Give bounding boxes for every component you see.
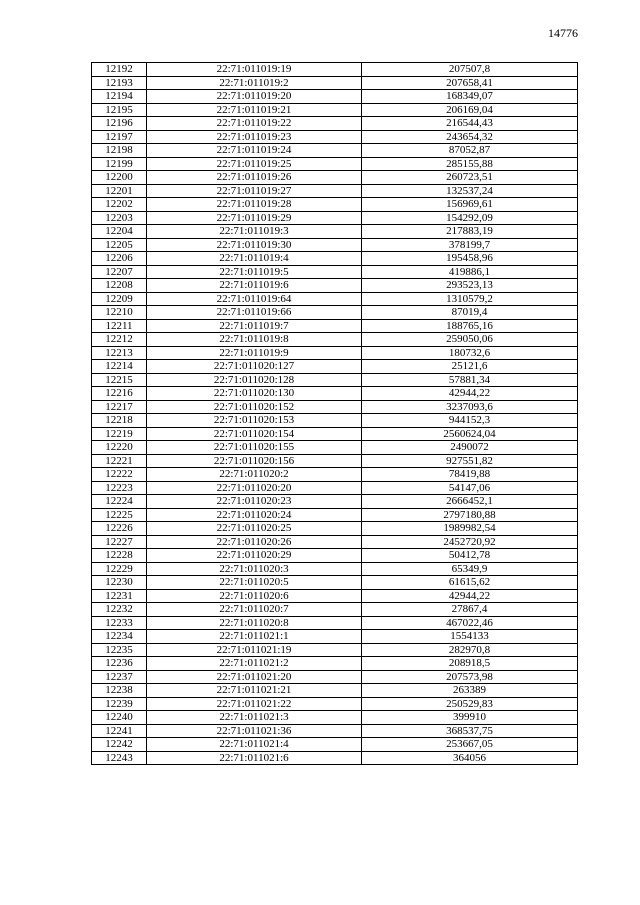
- value-cell: 3237093,6: [362, 400, 578, 414]
- row-number-cell: 12193: [92, 76, 147, 90]
- value-cell: 419886,1: [362, 265, 578, 279]
- value-cell: 168349,07: [362, 90, 578, 104]
- row-number-cell: 12228: [92, 549, 147, 563]
- value-cell: 216544,43: [362, 117, 578, 131]
- page-number: 14776: [548, 26, 578, 40]
- cadastral-number-cell: 22:71:011021:3: [147, 711, 362, 725]
- table-row: [92, 103, 578, 117]
- cadastral-number-cell: 22:71:011020:3: [147, 562, 362, 576]
- cadastral-number-cell: 22:71:011020:130: [147, 387, 362, 401]
- value-cell: 364056: [362, 751, 578, 765]
- value-cell: 87019,4: [362, 306, 578, 320]
- table-row: [92, 549, 578, 563]
- table-row: [92, 306, 578, 320]
- row-number-cell: 12227: [92, 535, 147, 549]
- row-number-cell: 12203: [92, 211, 147, 225]
- table-row: [92, 171, 578, 185]
- value-cell: 156969,61: [362, 198, 578, 212]
- table-row: [92, 481, 578, 495]
- cadastral-number-cell: 22:71:011021:22: [147, 697, 362, 711]
- table-row: [92, 319, 578, 333]
- value-cell: 253667,05: [362, 738, 578, 752]
- cadastral-number-cell: 22:71:011020:23: [147, 495, 362, 509]
- value-cell: 368537,75: [362, 724, 578, 738]
- table-row: [92, 657, 578, 671]
- value-cell: 25121,6: [362, 360, 578, 374]
- cadastral-number-cell: 22:71:011019:24: [147, 144, 362, 158]
- value-cell: 206169,04: [362, 103, 578, 117]
- cadastral-number-cell: 22:71:011020:127: [147, 360, 362, 374]
- cadastral-number-cell: 22:71:011019:8: [147, 333, 362, 347]
- table-row: [92, 63, 578, 77]
- row-number-cell: 12241: [92, 724, 147, 738]
- value-cell: 42944,22: [362, 589, 578, 603]
- value-cell: 61615,62: [362, 576, 578, 590]
- row-number-cell: 12213: [92, 346, 147, 360]
- cadastral-number-cell: 22:71:011019:21: [147, 103, 362, 117]
- row-number-cell: 12216: [92, 387, 147, 401]
- row-number-cell: 12202: [92, 198, 147, 212]
- table-row: [92, 495, 578, 509]
- table-row: [92, 427, 578, 441]
- table-row: [92, 562, 578, 576]
- cadastral-number-cell: 22:71:011019:22: [147, 117, 362, 131]
- cadastral-number-cell: 22:71:011020:2: [147, 468, 362, 482]
- cadastral-number-cell: 22:71:011020:29: [147, 549, 362, 563]
- value-cell: 154292,09: [362, 211, 578, 225]
- row-number-cell: 12224: [92, 495, 147, 509]
- table-row: [92, 751, 578, 765]
- cadastral-number-cell: 22:71:011021:21: [147, 684, 362, 698]
- cadastral-number-cell: 22:71:011019:5: [147, 265, 362, 279]
- value-cell: 2560624,04: [362, 427, 578, 441]
- table-row: [92, 522, 578, 536]
- value-cell: 2666452,1: [362, 495, 578, 509]
- value-cell: 42944,22: [362, 387, 578, 401]
- row-number-cell: 12208: [92, 279, 147, 293]
- value-cell: 259050,06: [362, 333, 578, 347]
- table-row: [92, 252, 578, 266]
- table-row: [92, 157, 578, 171]
- cadastral-number-cell: 22:71:011020:5: [147, 576, 362, 590]
- value-cell: 282970,8: [362, 643, 578, 657]
- table-row: [92, 630, 578, 644]
- cadastral-number-cell: 22:71:011019:7: [147, 319, 362, 333]
- value-cell: 207507,8: [362, 63, 578, 77]
- row-number-cell: 12207: [92, 265, 147, 279]
- value-cell: 1554133: [362, 630, 578, 644]
- cadastral-number-cell: 22:71:011021:36: [147, 724, 362, 738]
- value-cell: 285155,88: [362, 157, 578, 171]
- cadastral-number-cell: 22:71:011019:29: [147, 211, 362, 225]
- value-cell: 208918,5: [362, 657, 578, 671]
- value-cell: 399910: [362, 711, 578, 725]
- row-number-cell: 12233: [92, 616, 147, 630]
- cadastral-number-cell: 22:71:011019:30: [147, 238, 362, 252]
- row-number-cell: 12219: [92, 427, 147, 441]
- row-number-cell: 12239: [92, 697, 147, 711]
- cadastral-number-cell: 22:71:011019:3: [147, 225, 362, 239]
- row-number-cell: 12197: [92, 130, 147, 144]
- value-cell: 87052,87: [362, 144, 578, 158]
- row-number-cell: 12217: [92, 400, 147, 414]
- row-number-cell: 12235: [92, 643, 147, 657]
- cadastral-number-cell: 22:71:011019:26: [147, 171, 362, 185]
- row-number-cell: 12194: [92, 90, 147, 104]
- value-cell: 65349,9: [362, 562, 578, 576]
- row-number-cell: 12221: [92, 454, 147, 468]
- value-cell: 78419,88: [362, 468, 578, 482]
- cadastral-number-cell: 22:71:011020:8: [147, 616, 362, 630]
- value-cell: 217883,19: [362, 225, 578, 239]
- value-cell: 293523,13: [362, 279, 578, 293]
- cadastral-number-cell: 22:71:011020:6: [147, 589, 362, 603]
- row-number-cell: 12199: [92, 157, 147, 171]
- row-number-cell: 12222: [92, 468, 147, 482]
- cadastral-number-cell: 22:71:011020:20: [147, 481, 362, 495]
- table-row: [92, 211, 578, 225]
- value-cell: 132537,24: [362, 184, 578, 198]
- row-number-cell: 12230: [92, 576, 147, 590]
- cadastral-number-cell: 22:71:011019:25: [147, 157, 362, 171]
- table-row: [92, 387, 578, 401]
- cadastral-number-cell: 22:71:011020:152: [147, 400, 362, 414]
- row-number-cell: 12204: [92, 225, 147, 239]
- value-cell: 378199,7: [362, 238, 578, 252]
- row-number-cell: 12214: [92, 360, 147, 374]
- cadastral-number-cell: 22:71:011019:20: [147, 90, 362, 104]
- row-number-cell: 12212: [92, 333, 147, 347]
- table-row: [92, 346, 578, 360]
- cadastral-number-cell: 22:71:011021:4: [147, 738, 362, 752]
- value-cell: 207658,41: [362, 76, 578, 90]
- value-cell: 263389: [362, 684, 578, 698]
- table-row: [92, 198, 578, 212]
- table-row: [92, 684, 578, 698]
- table-row: [92, 184, 578, 198]
- cadastral-number-cell: 22:71:011020:128: [147, 373, 362, 387]
- row-number-cell: 12234: [92, 630, 147, 644]
- value-cell: 2797180,88: [362, 508, 578, 522]
- row-number-cell: 12226: [92, 522, 147, 536]
- value-cell: 57881,34: [362, 373, 578, 387]
- table-row: [92, 90, 578, 104]
- cadastral-number-cell: 22:71:011019:66: [147, 306, 362, 320]
- cadastral-number-cell: 22:71:011021:6: [147, 751, 362, 765]
- cadastral-number-cell: 22:71:011020:7: [147, 603, 362, 617]
- value-cell: 188765,16: [362, 319, 578, 333]
- row-number-cell: 12200: [92, 171, 147, 185]
- cadastral-number-cell: 22:71:011019:19: [147, 63, 362, 77]
- cadastral-number-cell: 22:71:011020:153: [147, 414, 362, 428]
- table-row: [92, 616, 578, 630]
- table-row: [92, 144, 578, 158]
- table-row: [92, 360, 578, 374]
- value-cell: 207573,98: [362, 670, 578, 684]
- table-row: [92, 697, 578, 711]
- cadastral-number-cell: 22:71:011020:155: [147, 441, 362, 455]
- table-row: [92, 535, 578, 549]
- cadastral-number-cell: 22:71:011020:25: [147, 522, 362, 536]
- table-row: [92, 711, 578, 725]
- table-row: [92, 454, 578, 468]
- value-cell: 180732,6: [362, 346, 578, 360]
- cadastral-number-cell: 22:71:011020:156: [147, 454, 362, 468]
- value-cell: 260723,51: [362, 171, 578, 185]
- table-row: [92, 603, 578, 617]
- table-row: [92, 508, 578, 522]
- table-row: [92, 400, 578, 414]
- table-row: [92, 589, 578, 603]
- table-row: [92, 225, 578, 239]
- table-body: [92, 63, 578, 765]
- row-number-cell: 12238: [92, 684, 147, 698]
- value-cell: 27867,4: [362, 603, 578, 617]
- row-number-cell: 12240: [92, 711, 147, 725]
- cadastral-number-cell: 22:71:011019:4: [147, 252, 362, 266]
- cadastral-number-cell: 22:71:011019:27: [147, 184, 362, 198]
- row-number-cell: 12220: [92, 441, 147, 455]
- row-number-cell: 12232: [92, 603, 147, 617]
- row-number-cell: 12231: [92, 589, 147, 603]
- table-row: [92, 670, 578, 684]
- row-number-cell: 12237: [92, 670, 147, 684]
- table-row: [92, 265, 578, 279]
- row-number-cell: 12209: [92, 292, 147, 306]
- row-number-cell: 12229: [92, 562, 147, 576]
- row-number-cell: 12223: [92, 481, 147, 495]
- cadastral-value-table: [91, 62, 578, 765]
- table-row: [92, 76, 578, 90]
- cadastral-number-cell: 22:71:011021:19: [147, 643, 362, 657]
- cadastral-number-cell: 22:71:011019:6: [147, 279, 362, 293]
- row-number-cell: 12236: [92, 657, 147, 671]
- table-row: [92, 238, 578, 252]
- row-number-cell: 12225: [92, 508, 147, 522]
- cadastral-number-cell: 22:71:011020:26: [147, 535, 362, 549]
- row-number-cell: 12205: [92, 238, 147, 252]
- cadastral-number-cell: 22:71:011019:9: [147, 346, 362, 360]
- table-row: [92, 738, 578, 752]
- cadastral-number-cell: 22:71:011021:2: [147, 657, 362, 671]
- row-number-cell: 12196: [92, 117, 147, 131]
- row-number-cell: 12192: [92, 63, 147, 77]
- cadastral-number-cell: 22:71:011019:23: [147, 130, 362, 144]
- table-row: [92, 130, 578, 144]
- table-row: [92, 117, 578, 131]
- table-row: [92, 576, 578, 590]
- cadastral-number-cell: 22:71:011021:1: [147, 630, 362, 644]
- value-cell: 50412,78: [362, 549, 578, 563]
- value-cell: 944152,3: [362, 414, 578, 428]
- cadastral-number-cell: 22:71:011019:28: [147, 198, 362, 212]
- value-cell: 2452720,92: [362, 535, 578, 549]
- table-row: [92, 333, 578, 347]
- row-number-cell: 12211: [92, 319, 147, 333]
- cadastral-number-cell: 22:71:011020:154: [147, 427, 362, 441]
- row-number-cell: 12198: [92, 144, 147, 158]
- row-number-cell: 12215: [92, 373, 147, 387]
- cadastral-number-cell: 22:71:011020:24: [147, 508, 362, 522]
- table-row: [92, 724, 578, 738]
- row-number-cell: 12195: [92, 103, 147, 117]
- value-cell: 243654,32: [362, 130, 578, 144]
- table-row: [92, 292, 578, 306]
- cadastral-number-cell: 22:71:011019:64: [147, 292, 362, 306]
- row-number-cell: 12243: [92, 751, 147, 765]
- table-row: [92, 468, 578, 482]
- table-row: [92, 441, 578, 455]
- row-number-cell: 12206: [92, 252, 147, 266]
- value-cell: 195458,96: [362, 252, 578, 266]
- value-cell: 927551,82: [362, 454, 578, 468]
- value-cell: 1989982,54: [362, 522, 578, 536]
- row-number-cell: 12218: [92, 414, 147, 428]
- table-row: [92, 279, 578, 293]
- cadastral-number-cell: 22:71:011019:2: [147, 76, 362, 90]
- value-cell: 2490072: [362, 441, 578, 455]
- value-cell: 467022,46: [362, 616, 578, 630]
- cadastral-number-cell: 22:71:011021:20: [147, 670, 362, 684]
- value-cell: 1310579,2: [362, 292, 578, 306]
- value-cell: 54147,06: [362, 481, 578, 495]
- row-number-cell: 12210: [92, 306, 147, 320]
- value-cell: 250529,83: [362, 697, 578, 711]
- row-number-cell: 12242: [92, 738, 147, 752]
- table-row: [92, 414, 578, 428]
- table-row: [92, 643, 578, 657]
- row-number-cell: 12201: [92, 184, 147, 198]
- table-row: [92, 373, 578, 387]
